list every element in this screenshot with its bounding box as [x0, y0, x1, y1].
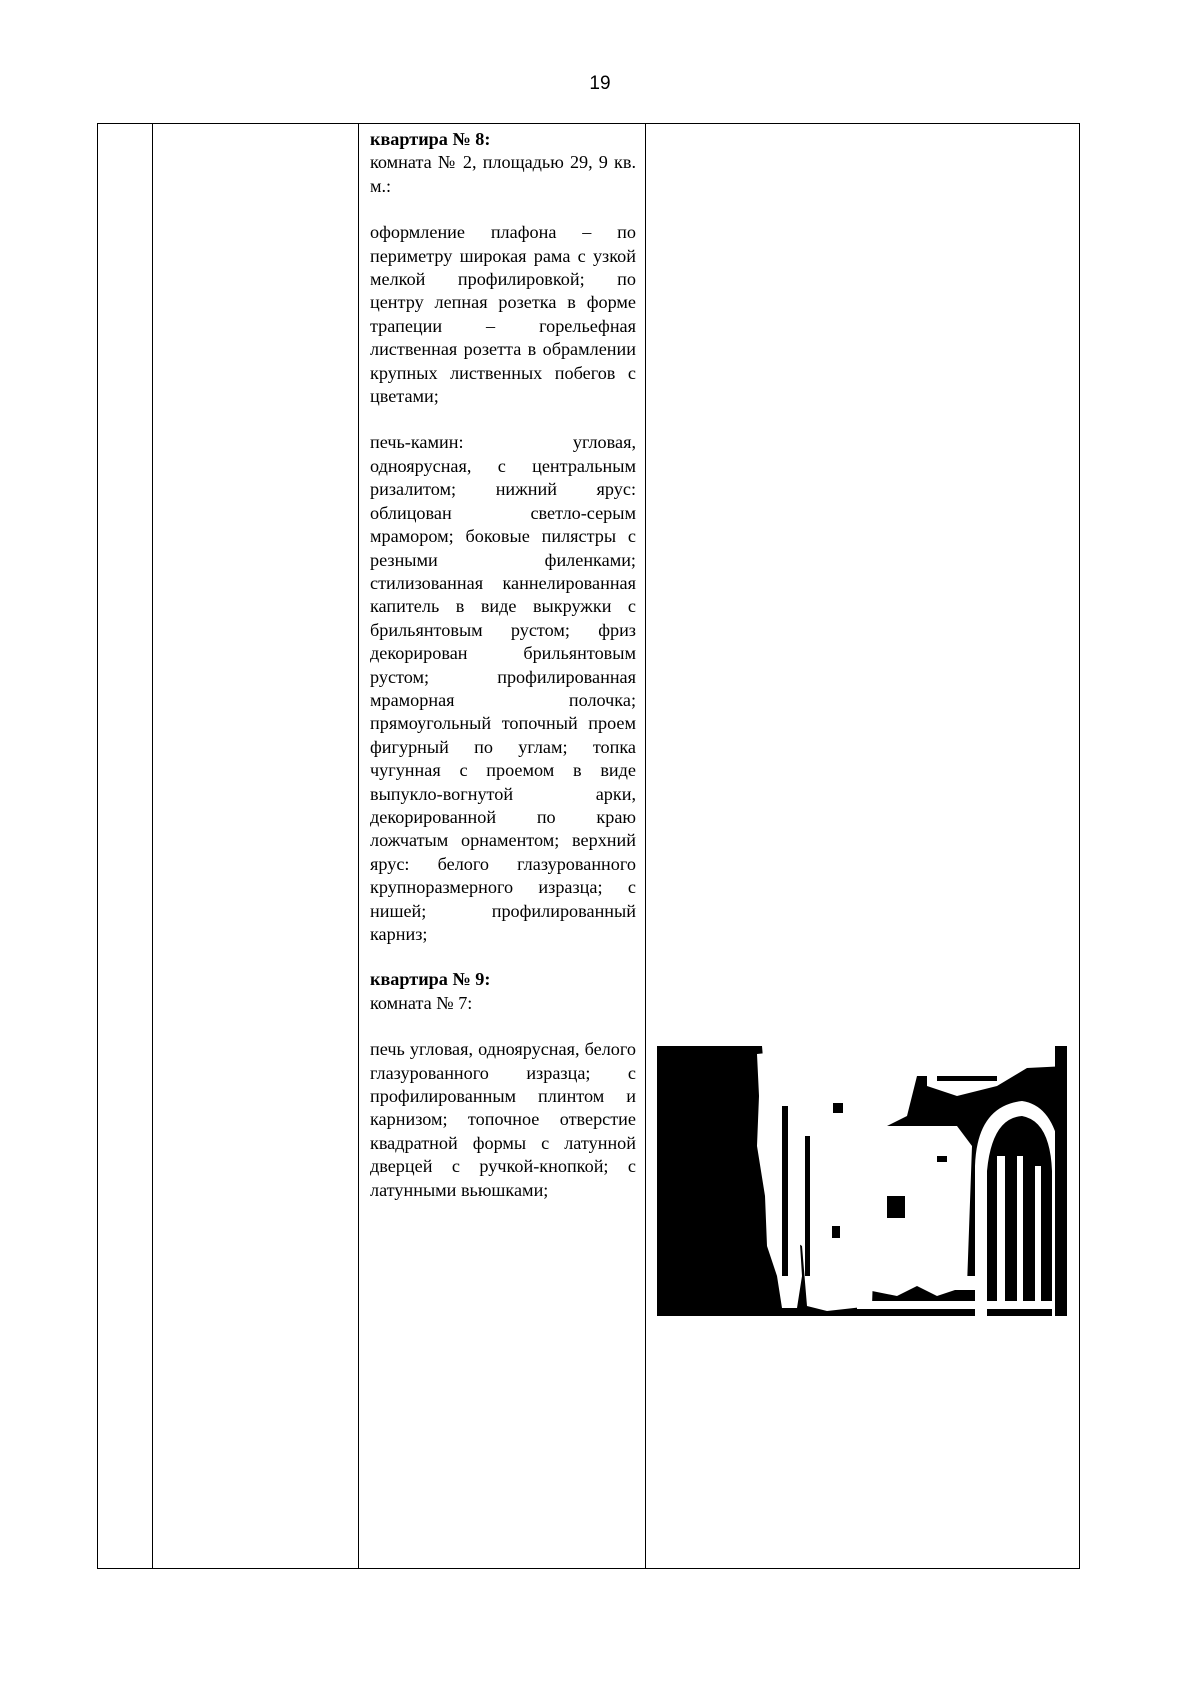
description-cell [359, 124, 646, 1569]
table-row [98, 124, 1080, 1569]
apartment-8-ceiling: оформление плафона – по периметру широкая рама с узкой мелкой профилировкой; по центру лепная розетка в форме трапеции – горельефная лиственная розетта в обрамлении крупных лиственных побегов с цветами; [370, 222, 636, 407]
apartment-9-heading: квартира № 9: [370, 969, 491, 990]
photo-cell [646, 124, 1080, 1569]
apartment-9-room: комната № 7: [370, 992, 473, 1013]
apartment-8-fireplace: печь-камин: угловая, одноярусная, с центральным ризалитом; нижний ярус: облицован светло-серым мрамором; боковые пилястры с резными филенками; стилизованная каннелированная капитель в виде выкружки с брильянтовым рустом; фриз декорирован брильянтовым рустом; профилированная мраморная полочка; прямоугольный топочный проем фигурный по углам; топка чугунная с проемом в виде выпукло-вогнутой арки, декорированной по краю ложчатым орнаментом; верхний ярус: белого глазурованного крупноразмерного изразца; с нишей; профилированный карниз; [370, 432, 636, 944]
apartment-8-room: комната № 2, площадью 29, 9 кв. м.: [370, 152, 636, 196]
name-cell [153, 124, 359, 1569]
number-cell [98, 124, 153, 1569]
stove-photo [657, 1046, 1067, 1316]
apartment-8-heading: квартира № 8: [370, 129, 491, 149]
page-number: 19 [589, 73, 611, 94]
object-table [97, 123, 1080, 1569]
apartment-9-stove: печь угловая, одноярусная, белого глазурованного изразца; с профилированным плинтом и карнизом; топочное отверстие квадратной формы с латунной дверцей с ручкой-кнопкой; с латунными вьюшками; [370, 1039, 636, 1200]
description-text [359, 124, 645, 1202]
